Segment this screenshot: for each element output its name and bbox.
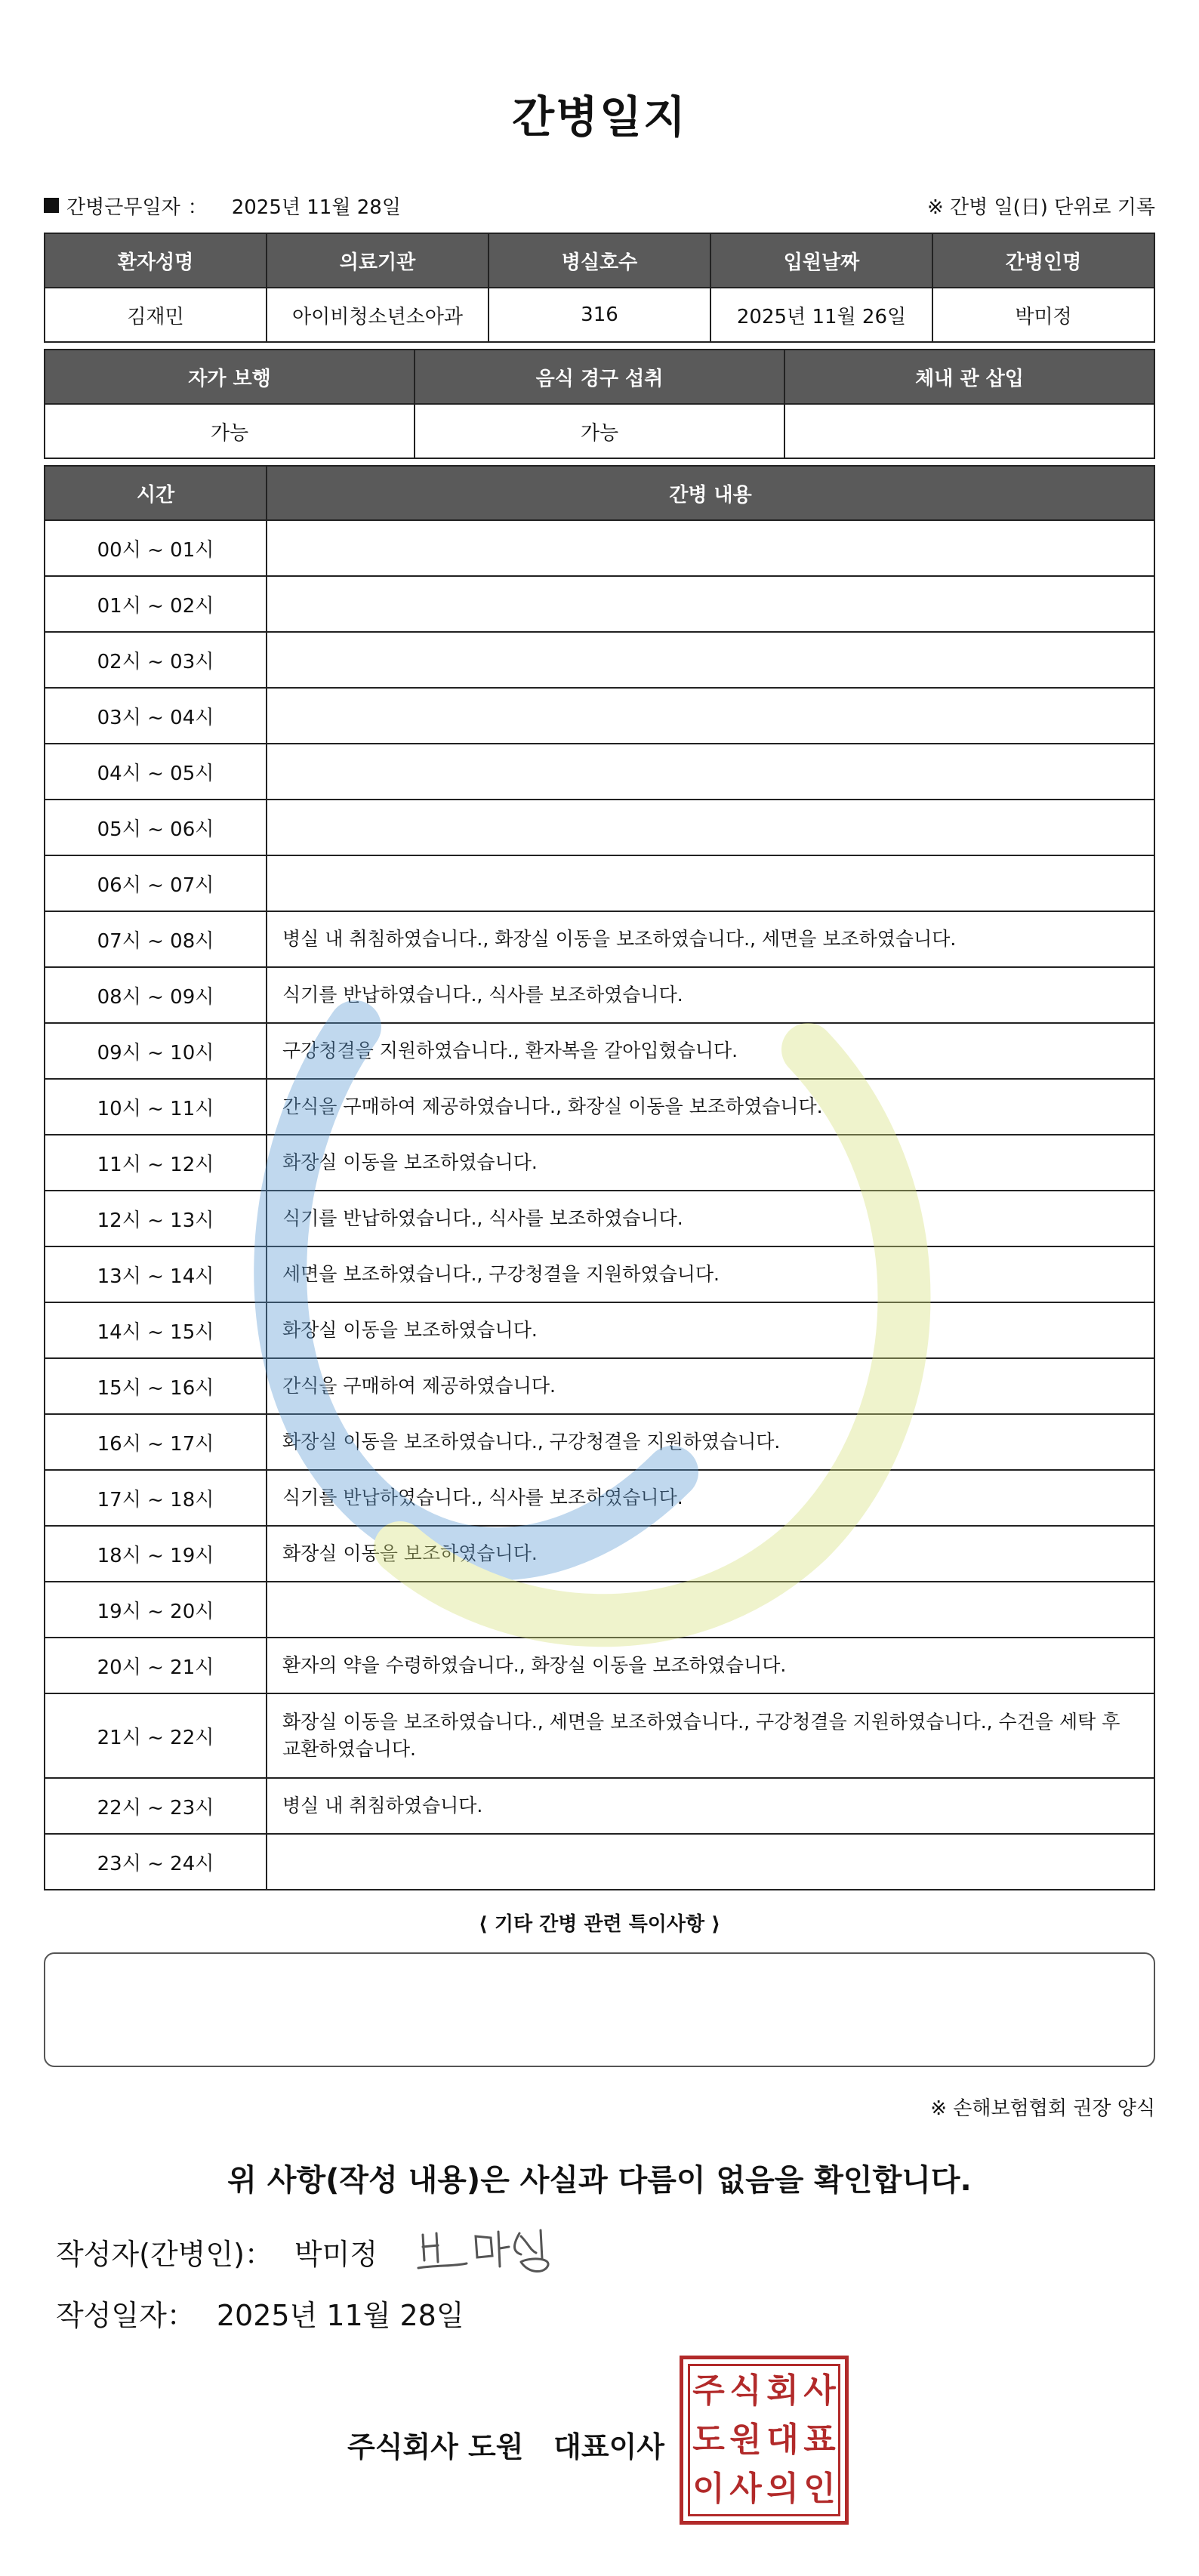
seal-character: 대 [766,2420,799,2459]
care-content: 구강청결을 지원하였습니다., 환자복을 갈아입혔습니다. [267,1023,1154,1079]
oral-intake-value: 가능 [415,404,784,458]
table-row [45,1693,1154,1778]
time-slot: 16시 ~ 17시 [45,1414,267,1470]
daily-record-note: ※ 간병 일(日) 단위로 기록 [926,196,1155,219]
table-row [45,911,1154,967]
time-slot: 17시 ~ 18시 [45,1470,267,1526]
header-care-content: 간병 내용 [267,466,1154,520]
time-slot: 04시 ~ 05시 [45,744,267,800]
care-content: 식기를 반납하였습니다., 식사를 보조하였습니다. [267,967,1154,1023]
seal-character: 인 [803,2470,836,2509]
time-slot: 09시 ~ 10시 [45,1023,267,1079]
admission-date: 2025년 11월 26일 [710,288,932,342]
care-content: 간식을 구매하여 제공하였습니다. [267,1358,1154,1414]
seal-character: 표 [803,2420,836,2459]
care-content: 화장실 이동을 보조하였습니다., 세면을 보조하였습니다., 구강청결을 지원하였습니다., 수건을 세탁 후 교환하였습니다. [267,1693,1154,1778]
table-row [45,576,1154,632]
seal-character: 주 [692,2371,725,2410]
header-admission-date: 입원날짜 [710,233,932,288]
table-header-row [45,233,1154,288]
company-name: 주식회사 도원 대표이사 [347,2430,664,2464]
care-content: 병실 내 취침하였습니다., 화장실 이동을 보조하였습니다., 세면을 보조하였습니다. [267,911,1154,967]
header-walking: 자가 보행 [45,350,415,404]
time-slot: 08시 ~ 09시 [45,967,267,1023]
work-date-value: 2025년 11월 28일 [231,196,401,219]
time-slot: 21시 ~ 22시 [45,1693,267,1778]
time-slot: 06시 ~ 07시 [45,855,267,911]
written-date-label: 작성일자： [56,2299,196,2332]
patient-condition-table [44,349,1155,459]
table-row [45,632,1154,688]
care-content: 화장실 이동을 보조하였습니다. [267,1526,1154,1582]
room-number: 316 [489,288,710,342]
time-slot: 19시 ~ 20시 [45,1582,267,1638]
care-content: 식기를 반납하였습니다., 식사를 보조하였습니다. [267,1191,1154,1246]
time-slot: 01시 ~ 02시 [45,576,267,632]
care-content [267,744,1154,800]
table-header-row [45,466,1154,520]
time-slot: 22시 ~ 23시 [45,1778,267,1834]
time-slot: 10시 ~ 11시 [45,1079,267,1135]
time-slot: 05시 ~ 06시 [45,800,267,855]
time-slot: 14시 ~ 15시 [45,1302,267,1358]
time-slot: 20시 ~ 21시 [45,1638,267,1693]
header-caregiver: 간병인명 [932,233,1154,288]
care-content: 병실 내 취침하였습니다. [267,1778,1154,1834]
seal-character: 의 [766,2470,799,2509]
table-row [45,404,1154,458]
care-content: 간식을 구매하여 제공하였습니다., 화장실 이동을 보조하였습니다. [267,1079,1154,1135]
table-row [45,1638,1154,1693]
caregiver-name: 박미정 [932,288,1154,342]
care-content: 식기를 반납하였습니다., 식사를 보조하였습니다. [267,1470,1154,1526]
seal-character: 이 [692,2470,725,2509]
writer-label: 작성자(간병인)： [56,2237,273,2271]
care-content: 화장실 이동을 보조하였습니다. [267,1302,1154,1358]
walking-value: 가능 [45,404,415,458]
writer-row [56,2221,559,2282]
table-header-row [45,350,1154,404]
written-date-row [56,2292,464,2334]
care-content [267,800,1154,855]
seal-character: 회 [766,2371,799,2410]
care-log-table [44,465,1155,1890]
written-date: 2025년 11월 28일 [216,2299,464,2332]
time-slot: 18시 ~ 19시 [45,1526,267,1582]
meta-row [44,190,1155,220]
table-row [45,688,1154,744]
care-content: 화장실 이동을 보조하였습니다., 구강청결을 지원하였습니다. [267,1414,1154,1470]
table-row [45,1834,1154,1890]
table-row [45,800,1154,855]
time-slot: 13시 ~ 14시 [45,1246,267,1302]
table-row [45,1414,1154,1470]
time-slot: 07시 ~ 08시 [45,911,267,967]
header-oral-intake: 음식 경구 섭취 [415,350,784,404]
patient-info-table [44,233,1155,343]
work-date [44,192,401,220]
table-row [45,1135,1154,1191]
time-slot: 23시 ~ 24시 [45,1834,267,1890]
time-slot: 12시 ~ 13시 [45,1191,267,1246]
header-tube: 체내 관 삽입 [784,350,1154,404]
table-row [45,1023,1154,1079]
care-content [267,688,1154,744]
header-time: 시간 [45,466,267,520]
time-slot: 00시 ~ 01시 [45,520,267,576]
table-row [45,520,1154,576]
patient-name: 김재민 [45,288,267,342]
care-content [267,632,1154,688]
time-slot: 02시 ~ 03시 [45,632,267,688]
confirmation-statement: 위 사항(작성 내용)은 사실과 다름이 없음을 확인합니다. [227,2163,972,2198]
work-date-sep: ： [187,196,208,219]
care-content: 화장실 이동을 보조하였습니다. [267,1135,1154,1191]
seal-character: 사 [729,2470,762,2509]
care-content [267,1582,1154,1638]
company-seal-stamp [680,2356,849,2525]
tube-value [784,404,1154,458]
time-slot: 11시 ~ 12시 [45,1135,267,1191]
seal-character: 사 [803,2371,836,2410]
seal-character: 식 [729,2371,762,2410]
header-room: 병실호수 [489,233,710,288]
writer-name: 박미정 [294,2237,378,2271]
seal-grid [688,2364,840,2516]
care-content: 세면을 보조하였습니다., 구강청결을 지원하였습니다. [267,1246,1154,1302]
care-content [267,520,1154,576]
time-slot: 03시 ~ 04시 [45,688,267,744]
square-bullet-icon [44,198,59,213]
table-row [45,1358,1154,1414]
table-row [45,1582,1154,1638]
table-row [45,1470,1154,1526]
seal-character: 원 [729,2420,762,2459]
care-content: 환자의 약을 수령하였습니다., 화장실 이동을 보조하였습니다. [267,1638,1154,1693]
table-row [45,288,1154,342]
care-content [267,855,1154,911]
time-slot: 15시 ~ 16시 [45,1358,267,1414]
recommended-form-note: ※ 손해보험협회 권장 양식 [930,2097,1155,2120]
notes-title: ⟨ 기타 간병 관련 특이사항 ⟩ [478,1913,721,1936]
table-row [45,1526,1154,1582]
seal-character: 도 [692,2420,725,2459]
table-row [45,855,1154,911]
table-row [45,1302,1154,1358]
table-row [45,967,1154,1023]
hospital-name: 아이비청소년소아과 [267,288,489,342]
table-row [45,1191,1154,1246]
table-row [45,744,1154,800]
document-title: 간병일지 [511,91,688,143]
table-row [45,1246,1154,1302]
care-content [267,1834,1154,1890]
header-hospital: 의료기관 [267,233,489,288]
work-date-label: 간병근무일자 [66,196,180,219]
header-patient-name: 환자성명 [45,233,267,288]
table-row [45,1079,1154,1135]
notes-box [44,1952,1155,2067]
handwritten-signature [408,2221,559,2282]
table-row [45,1778,1154,1834]
care-content [267,576,1154,632]
